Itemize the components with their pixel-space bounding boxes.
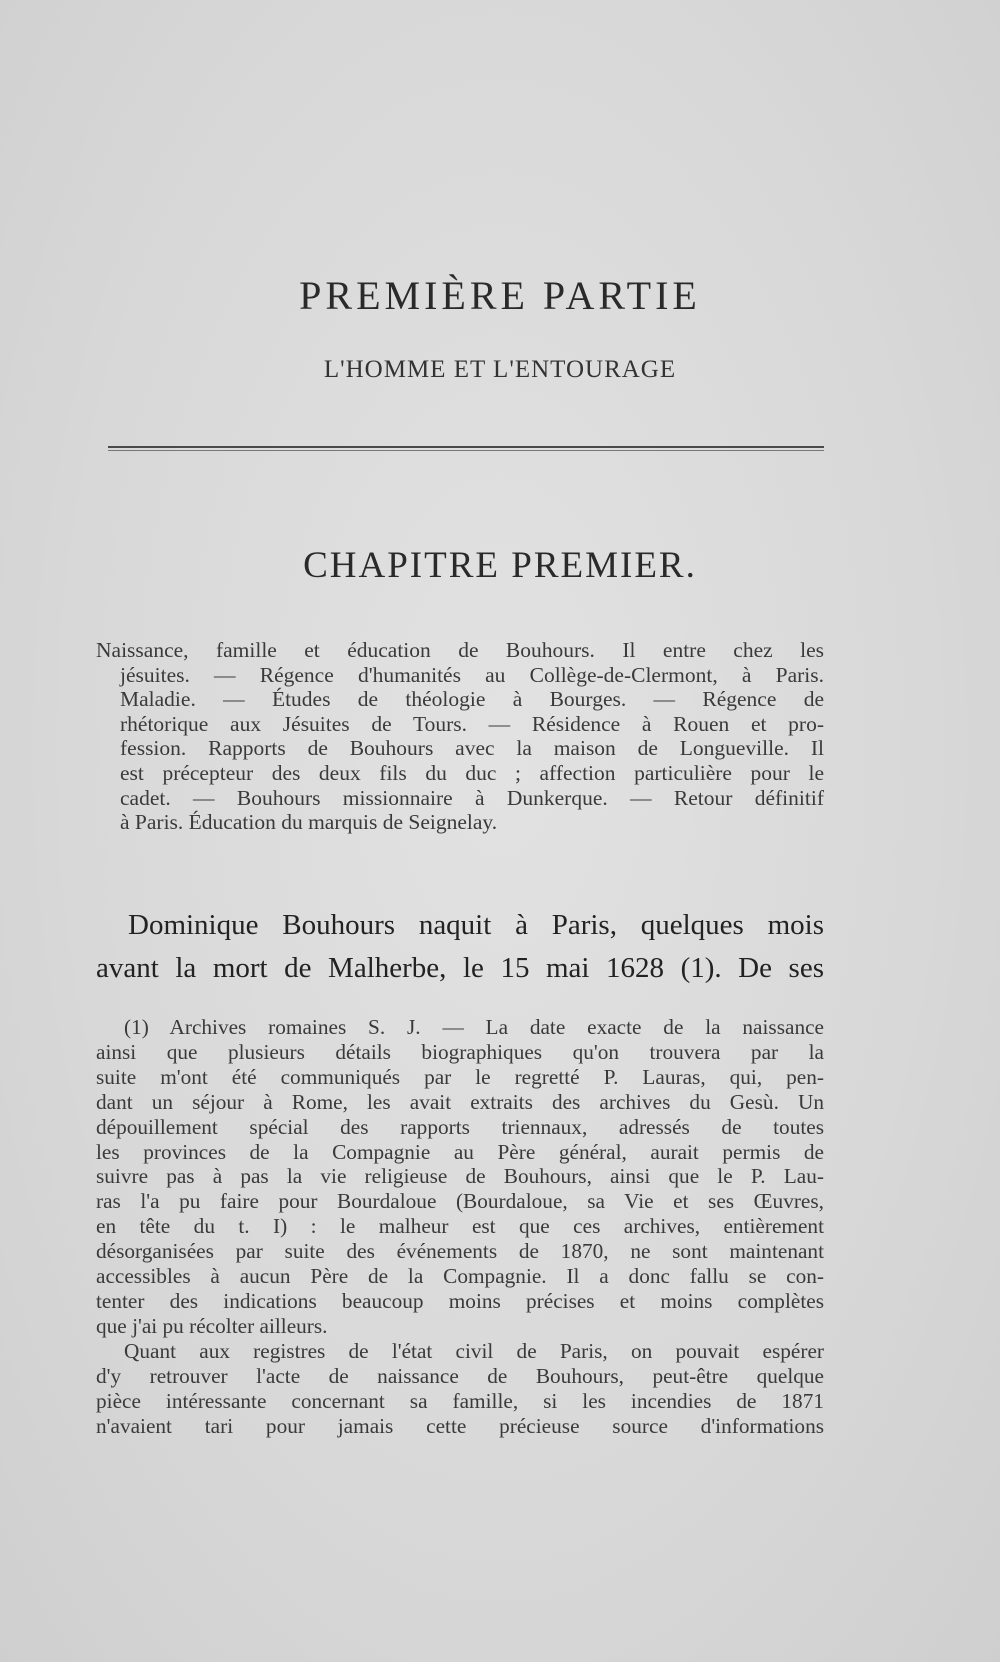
body-line: Dominique Bouhours naquit à Paris, quelques mois: [128, 909, 824, 941]
footnote-line: ainsi que plusieurs détails biographiques qu'on trouvera par la: [96, 1039, 824, 1064]
summary-line: Maladie. — Études de théologie à Bourges. — Régence de: [120, 687, 824, 712]
section-divider: [108, 446, 824, 448]
body-line: avant la mort de Malherbe, le 15 mai 1628 (1). De ses: [96, 952, 824, 984]
summary-line: fession. Rapports de Bouhours avec la maison de Longueville. Il: [120, 736, 824, 761]
footnote-line: dépouillement spécial des rapports triennaux, adressés de toutes: [96, 1114, 824, 1139]
footnote-line: ras l'a pu faire pour Bourdaloue (Bourdaloue, sa Vie et ses Œuvres,: [96, 1189, 824, 1214]
summary-line: jésuites. — Régence d'humanités au Collège-de-Clermont, à Paris.: [120, 662, 824, 687]
summary-line: cadet. — Bouhours missionnaire à Dunkerque. — Retour définitif: [120, 785, 824, 810]
footnote-line: suite m'ont été communiqués par le regretté P. Lauras, qui, pen-: [96, 1064, 824, 1089]
footnote-line: pièce intéressante concernant sa famille, si les incendies de 1871: [96, 1388, 824, 1413]
chapter-title: CHAPITRE PREMIER.: [303, 545, 697, 586]
summary-line: à Paris. Éducation du marquis de Seignelay.: [120, 810, 498, 835]
footnote-line: les provinces de la Compagnie au Père général, aurait permis de: [96, 1139, 824, 1164]
footnote-line: suivre pas à pas la vie religieuse de Bouhours, ainsi que le P. Lau-: [96, 1164, 824, 1189]
footnote-line: en tête du t. I) : le malheur est que ces archives, entièrement: [96, 1214, 824, 1239]
chapter-summary: [96, 638, 824, 835]
footnote-line: désorganisées par suite des événements de 1870, ne sont maintenant: [96, 1239, 824, 1264]
footnote-line: Quant aux registres de l'état civil de Paris, on pouvait espérer: [124, 1338, 824, 1363]
footnote-line: accessibles à aucun Père de la Compagnie. Il a donc fallu se con-: [96, 1264, 824, 1289]
part-subtitle: L'HOMME ET L'ENTOURAGE: [323, 356, 677, 383]
summary-line: est précepteur des deux fils du duc ; affection particulière pour le: [120, 760, 824, 785]
footnote-line: n'avaient tari pour jamais cette précieuse source d'informations: [96, 1413, 824, 1438]
part-title: PREMIÈRE PARTIE: [299, 273, 701, 318]
summary-line: Naissance, famille et éducation de Bouhours. Il entre chez les: [96, 638, 824, 662]
footnote-line: d'y retrouver l'acte de naissance de Bouhours, peut-être quelque: [96, 1363, 824, 1388]
footnote-line: dant un séjour à Rome, les avait extraits des archives du Gesù. Un: [96, 1089, 824, 1114]
footnote-line: (1) Archives romaines S. J. — La date exacte de la naissance: [124, 1015, 824, 1039]
footnote-line: tenter des indications beaucoup moins précises et moins complètes: [96, 1288, 824, 1313]
footnote-line: que j'ai pu récolter ailleurs.: [96, 1313, 328, 1338]
footnote-block: [96, 1015, 824, 1438]
summary-line: rhétorique aux Jésuites de Tours. — Résidence à Rouen et pro-: [120, 711, 824, 736]
body-paragraph: [96, 904, 824, 990]
